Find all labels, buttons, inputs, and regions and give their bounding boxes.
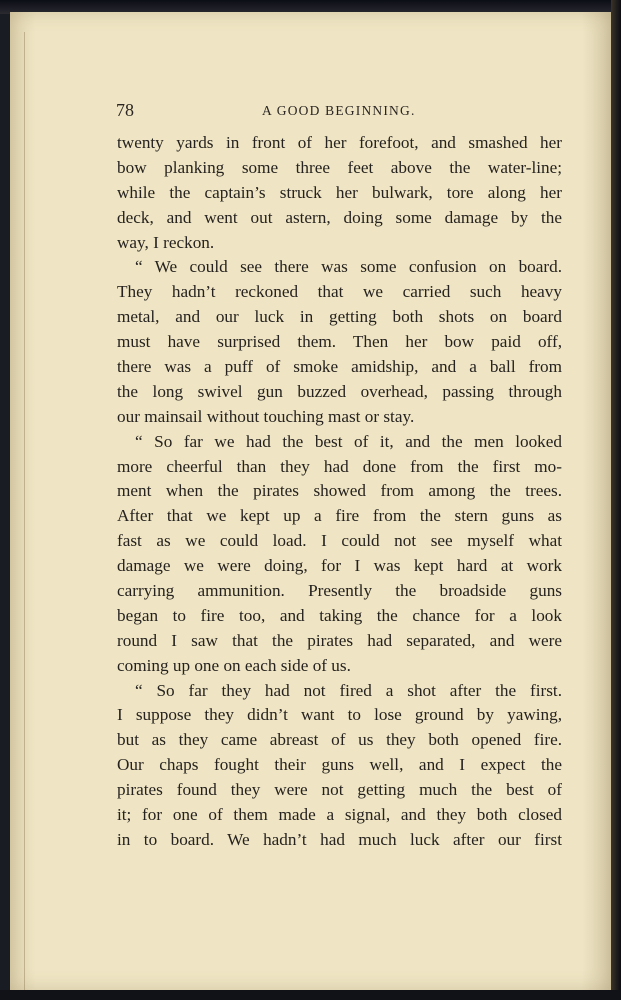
- text-line: ment when the pirates showed from among the trees.: [117, 481, 562, 501]
- text-line: it; for one of them made a signal, and they both closed: [117, 805, 562, 825]
- text-line: pirates found they were not getting much the best of: [117, 780, 562, 800]
- text-line: must have surprised them. Then her bow paid off,: [117, 332, 562, 352]
- text-line: the long swivel gun buzzed overhead, passing through: [117, 381, 562, 401]
- text-line: began to fire too, and taking the chance for a look: [117, 605, 562, 625]
- text-line: metal, and our luck in getting both shots on board: [117, 307, 562, 327]
- scan-bottom-edge: [0, 990, 621, 1000]
- text-line: in to board. We hadn’t had much luck after our first: [117, 829, 562, 849]
- text-line: there was a puff of smoke amidship, and a ball from: [117, 357, 562, 377]
- text-line: Our chaps fought their guns well, and I expect the: [117, 755, 562, 775]
- text-line: bow planking some three feet above the water-line;: [117, 157, 562, 177]
- text-line: round I saw that the pirates had separated, and were: [117, 630, 562, 650]
- text-line: but as they came abreast of us they both opened fire.: [117, 730, 562, 750]
- text-line: They hadn’t reckoned that we carried such heavy: [117, 282, 562, 302]
- paragraph-start-line: “ We could see there was some confusion on board.: [135, 257, 562, 277]
- text-line: more cheerful than they had done from the first mo-: [117, 456, 562, 476]
- body-text: [117, 131, 562, 853]
- text-line: while the captain’s struck her bulwark, tore along her: [117, 182, 562, 202]
- page-gutter-line: [24, 32, 25, 992]
- paragraph-start-line: “ So far they had not fired a shot after the first.: [135, 680, 562, 700]
- text-line: damage we were doing, for I was kept hard at work: [117, 556, 562, 576]
- text-line: fast as we could load. I could not see myself what: [117, 531, 562, 551]
- text-line: our mainsail without touching mast or stay.: [117, 406, 415, 426]
- text-line: I suppose they didn’t want to lose ground by yawing,: [117, 705, 562, 725]
- text-line: deck, and went out astern, doing some damage by the: [117, 207, 562, 227]
- text-line: way, I reckon.: [117, 232, 215, 252]
- running-head: A GOOD BEGINNING.: [262, 103, 416, 118]
- text-line: coming up one on each side of us.: [117, 655, 351, 675]
- text-line: twenty yards in front of her forefoot, and smashed her: [117, 133, 562, 152]
- text-line: After that we kept up a fire from the stern guns as: [117, 506, 562, 526]
- scan-right-edge: [611, 0, 621, 1000]
- page-number: 78: [116, 100, 134, 120]
- paragraph-start-line: “ So far we had the best of it, and the men looked: [135, 431, 562, 451]
- text-line: carrying ammunition. Presently the broadside guns: [117, 581, 562, 601]
